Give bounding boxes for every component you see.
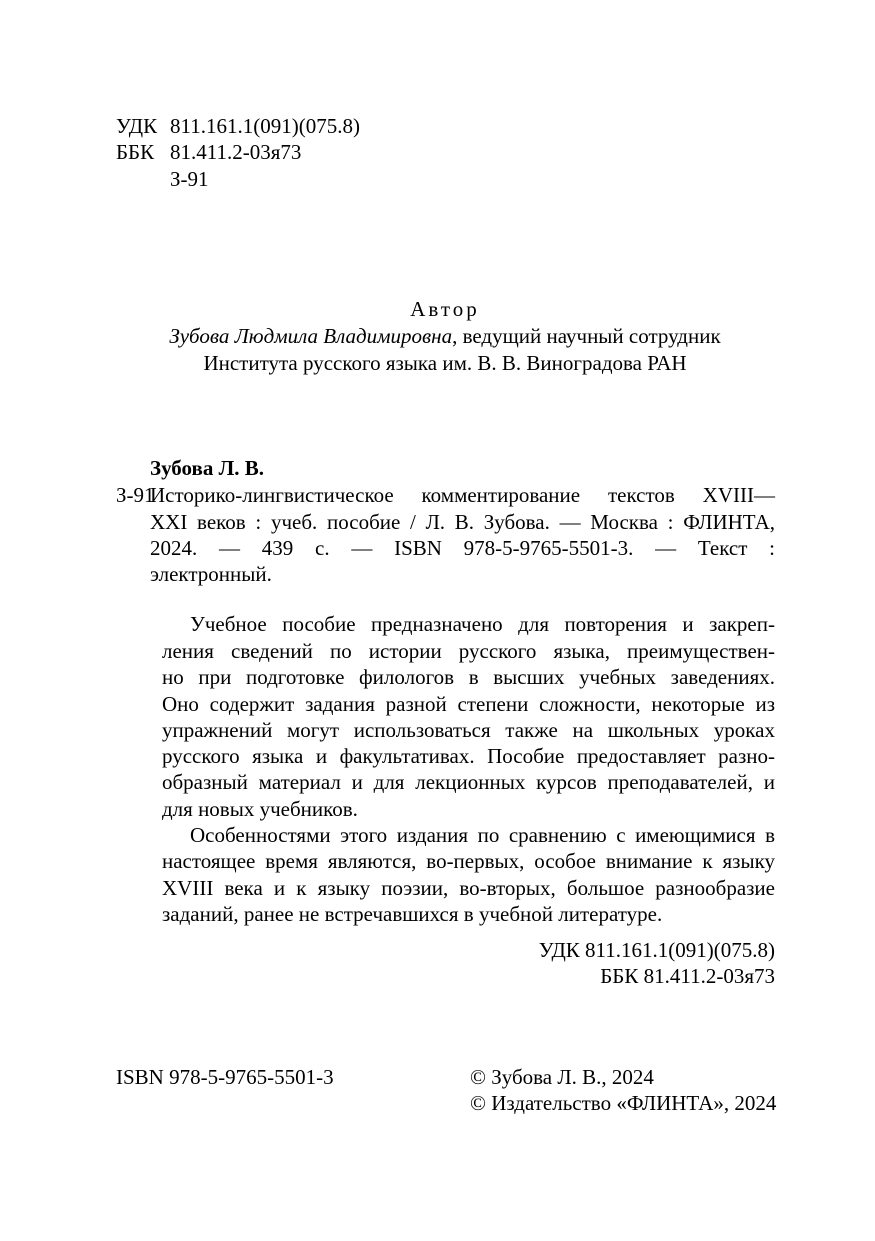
author-position: , ведущий научный сотрудник (452, 324, 721, 348)
footer-copyright-author: © Зубова Л. В., 2024 (470, 1065, 654, 1089)
annotation-line: Учебное пособие предназначено для повторения и закреп- (190, 612, 775, 636)
udk-line (116, 113, 360, 139)
annotation-bbk: ББК 81.411.2-03я73 (600, 964, 775, 988)
record-line: XXI веков : учеб. пособие / Л. В. Зубова. — Москва : ФЛИНТА, (150, 510, 775, 534)
record-author-mark: З-91 (116, 483, 155, 507)
annotation-line: XVIII века и к языку поэзии, во-вторых, большое разнообразие (162, 876, 775, 900)
author-institution: Института русского языка им. В. В. Виноградова РАН (203, 351, 687, 375)
annotation-line: настоящее время являются, во-первых, особое внимание к языку (162, 849, 775, 873)
record-line: 2024. — 439 с. — ISBN 978-5-9765-5501-3. — Текст : (150, 536, 775, 560)
author-name-line (0, 323, 875, 349)
annotation-line: Оно содержит задания разной степени сложности, некоторые из (162, 692, 775, 716)
bbk-line (116, 139, 301, 165)
bbk-label: ББК (116, 140, 155, 164)
udk-label: УДК (116, 114, 158, 138)
udk-value: 811.161.1(091)(075.8) (170, 114, 360, 138)
annotation-line: для новых учебников. (162, 797, 358, 821)
annotation-line: русского языка и факультативах. Пособие предоставляет разно- (162, 744, 775, 768)
author-full-name: Зубова Людмила Владимировна (169, 324, 453, 348)
annotation-line: упражнений могут использоваться также на школьных уроках (162, 718, 775, 742)
annotation-udk: УДК 811.161.1(091)(075.8) (538, 938, 775, 962)
annotation-line: Особенностями этого издания по сравнению с имеющимися в (190, 823, 775, 847)
author-mark: З-91 (170, 167, 209, 191)
record-line: электронный. (150, 562, 272, 586)
annotation-line: заданий, ранее не встречавшихся в учебной литературе. (162, 902, 663, 926)
record-line: Историко-лингвистическое комментирование текстов XVIII— (150, 483, 775, 507)
footer-isbn: ISBN 978-5-9765-5501-3 (116, 1065, 334, 1089)
annotation-line: образный материал и для лекционных курсов преподавателей, и (162, 770, 775, 794)
bbk-value: 81.411.2-03я73 (170, 140, 302, 164)
annotation-line: ления сведений по истории русского языка, преимуществен- (162, 639, 775, 663)
author-heading: Автор (410, 297, 480, 321)
annotation-line: но при подготовке филологов в высших учебных заведениях. (162, 665, 775, 689)
record-author-heading: Зубова Л. В. (150, 456, 265, 480)
footer-copyright-publisher: © Издательство «ФЛИНТА», 2024 (470, 1091, 777, 1115)
